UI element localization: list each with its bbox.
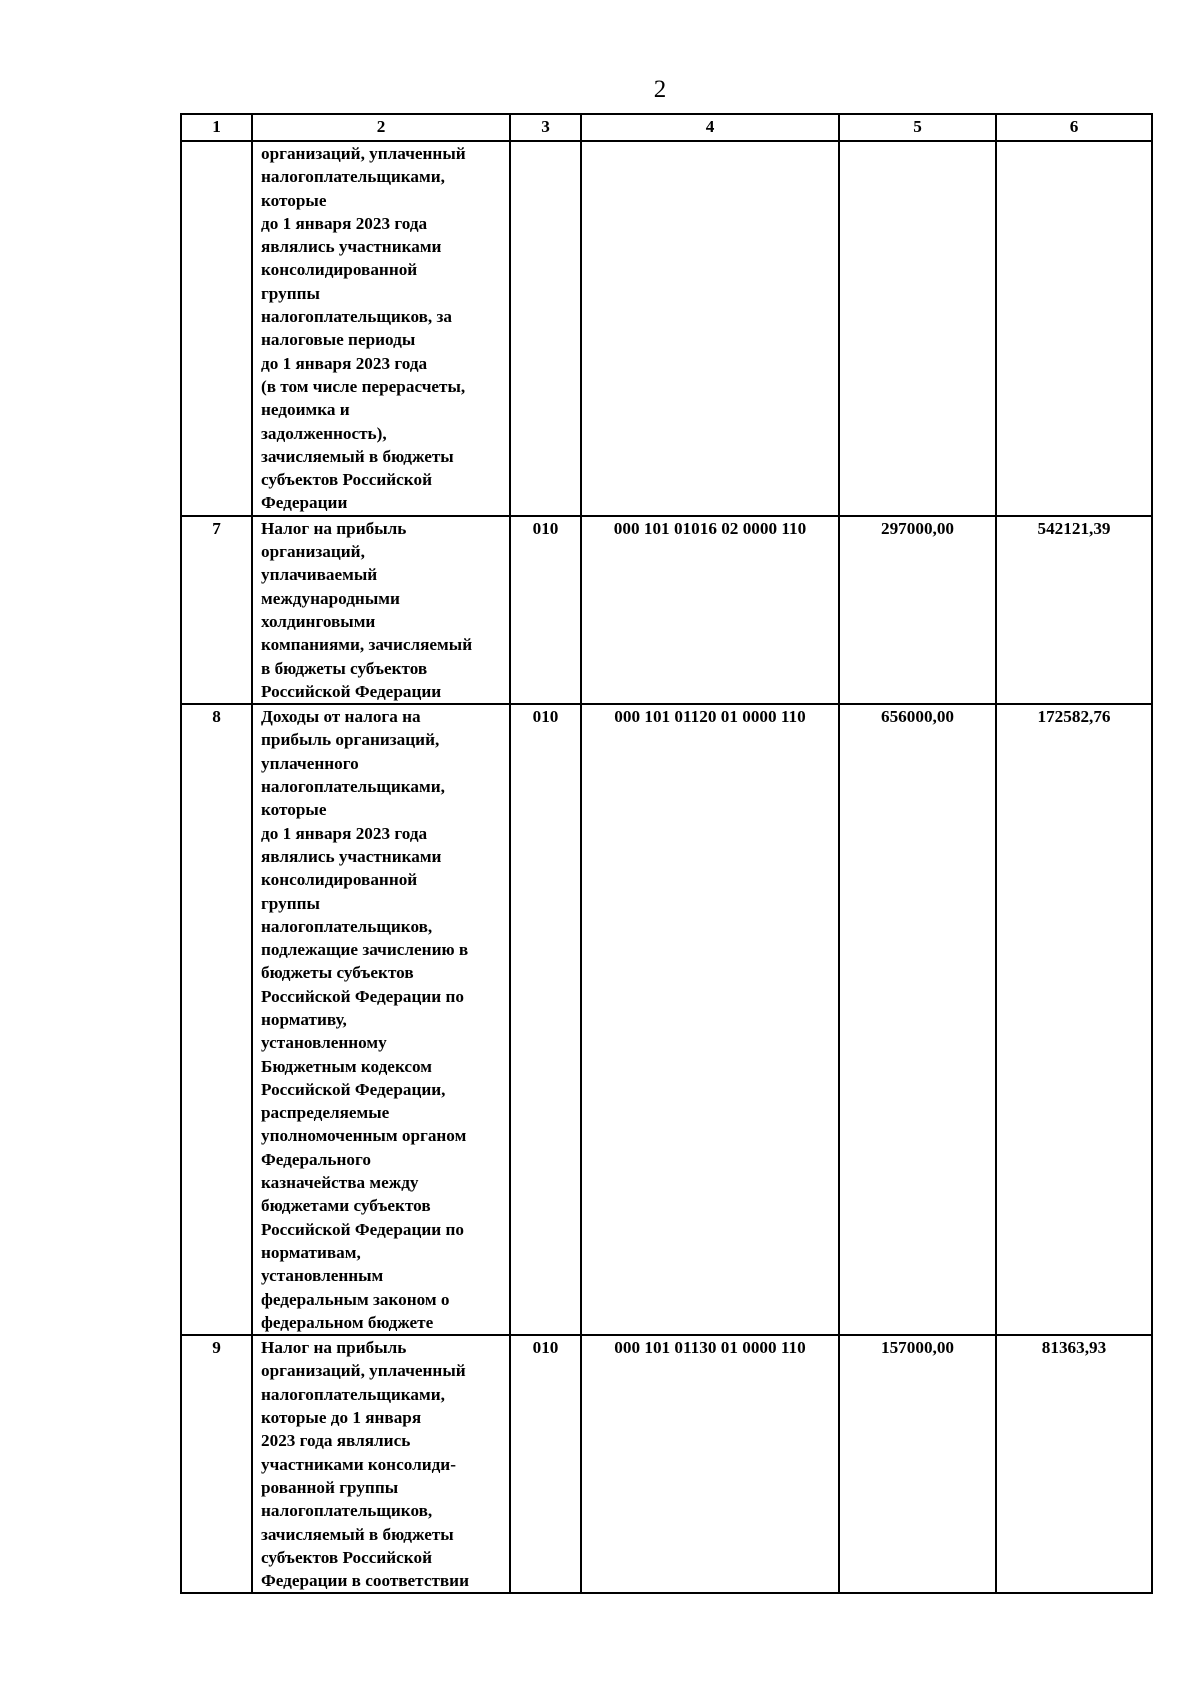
revenue-name-line: уполномоченным органом xyxy=(261,1126,467,1146)
revenue-name-line: зачисляемый в бюджеты xyxy=(261,1524,454,1544)
revenue-name-line: консолидированной xyxy=(261,260,418,280)
table-row xyxy=(181,516,1152,704)
revenue-name-line: 2023 года являлись xyxy=(261,1431,411,1451)
revenue-name-line: компаниями, зачисляемый xyxy=(261,635,473,655)
revenue-name-line: казначейства между xyxy=(261,1173,419,1193)
revenue-name-line: федеральном бюджете xyxy=(261,1312,434,1332)
revenue-name-line: уплаченного xyxy=(261,753,359,773)
revenue-name-line: Федерального xyxy=(261,1149,371,1169)
budget-revenue-table xyxy=(180,113,1153,1594)
budget-classification-code-cell: 000 101 01130 01 0000 110 xyxy=(581,1335,839,1593)
revenue-name-line: консолидированной xyxy=(261,870,418,890)
revenue-name-line: организаций, уплаченный xyxy=(261,144,466,163)
revenue-name-line: федеральным законом о xyxy=(261,1289,450,1309)
page-number: 2 xyxy=(653,76,667,103)
row-number-cell xyxy=(181,141,252,516)
revenue-name-line: бюджетами субъектов xyxy=(261,1196,431,1216)
revenue-name-line: установленным xyxy=(261,1266,384,1286)
revenue-name-line: до 1 января 2023 года xyxy=(261,213,428,233)
revenue-name-line: налогоплательщиков, xyxy=(261,1501,433,1521)
revenue-name-line: прибыль организаций, xyxy=(261,730,440,750)
column-header-3: 3 xyxy=(510,114,581,141)
revenue-name-line: до 1 января 2023 года xyxy=(261,823,428,843)
actual-amount-cell: 542121,39 xyxy=(996,516,1152,704)
table-row xyxy=(181,1335,1152,1593)
planned-amount-cell xyxy=(839,141,996,516)
revenue-name-line: Доходы от налога на xyxy=(261,707,421,727)
revenue-name-line: рованной группы xyxy=(261,1477,399,1497)
table-body xyxy=(181,141,1152,1593)
revenue-name-line: холдинговыми xyxy=(261,611,376,631)
revenue-name-line: нормативу, xyxy=(261,1009,347,1029)
revenue-name-line: налоговые периоды xyxy=(261,330,416,350)
revenue-name-line: которые xyxy=(261,190,327,210)
table-row xyxy=(181,141,1152,516)
revenue-name-line: являлись участниками xyxy=(261,846,442,866)
administrator-code-cell: 010 xyxy=(510,516,581,704)
revenue-name-cell xyxy=(252,141,510,516)
revenue-name-line: налогоплательщиков, xyxy=(261,916,433,936)
budget-classification-code-cell: 000 101 01120 01 0000 110 xyxy=(581,704,839,1335)
planned-amount-cell: 157000,00 xyxy=(839,1335,996,1593)
revenue-name-line: (в том числе перерасчеты, xyxy=(261,376,466,396)
column-header-1: 1 xyxy=(181,114,252,141)
revenue-name-line: международными xyxy=(261,588,400,608)
revenue-name-cell xyxy=(252,1335,510,1593)
revenue-name-line: Федерации xyxy=(261,493,348,513)
table-header-row xyxy=(181,114,1152,141)
revenue-name-line: бюджеты субъектов xyxy=(261,963,414,983)
planned-amount-cell: 656000,00 xyxy=(839,704,996,1335)
revenue-name-line: являлись участниками xyxy=(261,237,442,257)
revenue-name-line: Налог на прибыль xyxy=(261,518,407,538)
revenue-name-line: Налог на прибыль xyxy=(261,1338,407,1358)
revenue-name-line: налогоплательщиков, за xyxy=(261,307,452,327)
actual-amount-cell xyxy=(996,141,1152,516)
revenue-name-line: распределяемые xyxy=(261,1103,390,1123)
revenue-name-line: зачисляемый в бюджеты xyxy=(261,446,454,466)
revenue-name-line: Российской Федерации по xyxy=(261,986,464,1006)
planned-amount-cell: 297000,00 xyxy=(839,516,996,704)
budget-classification-code-cell xyxy=(581,141,839,516)
revenue-name-line: нормативам, xyxy=(261,1242,361,1262)
revenue-name-line: субъектов Российской xyxy=(261,1547,432,1567)
revenue-name-line: до 1 января 2023 года xyxy=(261,353,428,373)
revenue-name-line: в бюджеты субъектов xyxy=(261,658,428,678)
revenue-name-line: которые до 1 января xyxy=(261,1408,422,1428)
administrator-code-cell xyxy=(510,141,581,516)
revenue-name-line: установленному xyxy=(261,1033,387,1053)
revenue-name-line: Российской Федерации xyxy=(261,681,442,701)
revenue-name-line: организаций, xyxy=(261,542,365,562)
actual-amount-cell: 81363,93 xyxy=(996,1335,1152,1593)
actual-amount-cell: 172582,76 xyxy=(996,704,1152,1335)
revenue-name-line: Российской Федерации, xyxy=(261,1079,446,1099)
revenue-name-line: налогоплательщиками, xyxy=(261,167,445,187)
table-row xyxy=(181,704,1152,1335)
column-header-6: 6 xyxy=(996,114,1152,141)
revenue-name-line: подлежащие зачислению в xyxy=(261,940,469,960)
revenue-name-line: группы xyxy=(261,893,320,913)
row-number-cell: 7 xyxy=(181,516,252,704)
revenue-name-line: группы xyxy=(261,283,320,303)
row-number-cell: 9 xyxy=(181,1335,252,1593)
revenue-name-cell xyxy=(252,704,510,1335)
administrator-code-cell: 010 xyxy=(510,1335,581,1593)
revenue-name-line: Бюджетным кодексом xyxy=(261,1056,433,1076)
column-header-2: 2 xyxy=(252,114,510,141)
column-header-4: 4 xyxy=(581,114,839,141)
revenue-name-line: налогоплательщиками, xyxy=(261,1384,445,1404)
administrator-code-cell: 010 xyxy=(510,704,581,1335)
revenue-name-line: которые xyxy=(261,800,327,820)
revenue-name-line: уплачиваемый xyxy=(261,565,378,585)
revenue-name-cell xyxy=(252,516,510,704)
revenue-name-line: Федерации в соответствии xyxy=(261,1571,469,1591)
revenue-name-line: задолженность), xyxy=(261,423,387,443)
budget-classification-code-cell: 000 101 01016 02 0000 110 xyxy=(581,516,839,704)
revenue-name-line: субъектов Российской xyxy=(261,470,432,490)
revenue-name-line: организаций, уплаченный xyxy=(261,1361,466,1381)
revenue-name-line: участниками консолиди- xyxy=(261,1454,456,1474)
revenue-name-line: налогоплательщиками, xyxy=(261,777,445,797)
revenue-name-line: Российской Федерации по xyxy=(261,1219,464,1239)
row-number-cell: 8 xyxy=(181,704,252,1335)
revenue-name-line: недоимка и xyxy=(261,400,350,420)
column-header-5: 5 xyxy=(839,114,996,141)
